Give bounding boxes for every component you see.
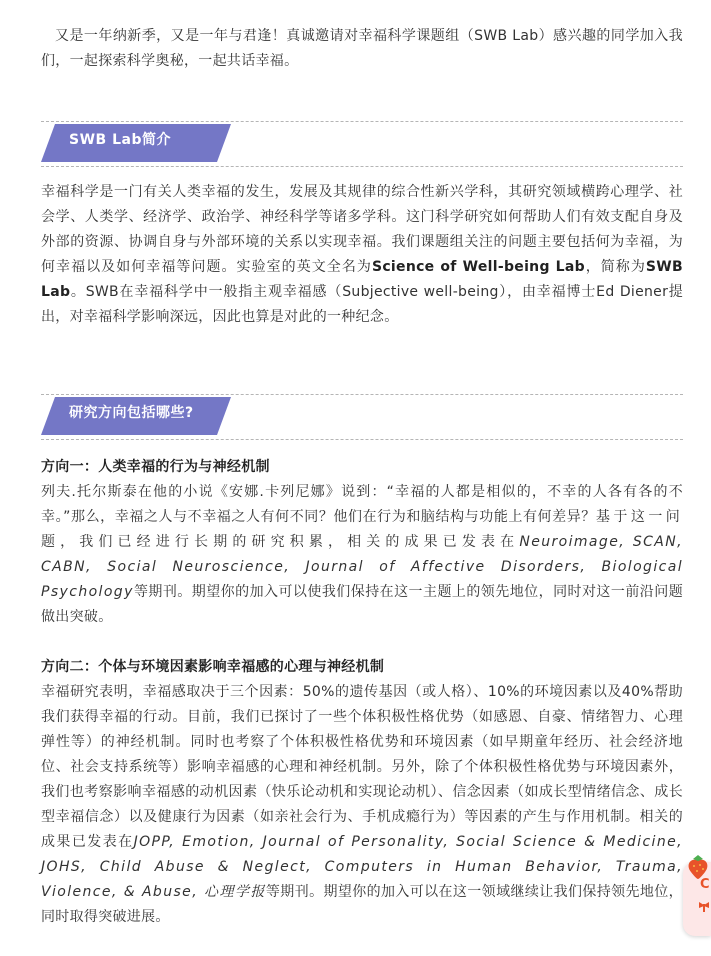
direction-two-text: 幸福研究表明，幸福感取决于三个因素：50%的遗传基因（或人格）、10%的环境因素以及40%帮助我们获得幸福的行动。目前，我们已探讨了一些个体积极性格优势（如感恩、自豪、情绪智力、心理弹性等）的神经机制。同时也考察了个体积极性格优势和环境因素（如早期童年经历、社会经济地位、社会支持系统等）影响幸福感的心理和神经机制。另外，除了个体积极性格优势与环境因素外，我们也考察影响幸福感的动机因素（快乐论动机和实现论动机）、信念因素（如成长型情绪信念、成长型幸福信念）以及健康行为因素（如亲社会行为、手机成瘾行为）等因素的产生与作用机制。相关的成果已发表在 xyxy=(41,684,683,850)
divider-dashed xyxy=(41,166,683,167)
divider-dashed xyxy=(41,121,683,122)
direction-one-text: 等期刊。期望你的加入可以使我们保持在这一主题上的领先地位，同时对这一前沿问题做出突破。 xyxy=(41,584,683,625)
about-text: 幸福科学是一门有关人类幸福的发生，发展及其规律的综合性新兴学科，其研究领域横跨心理学、社会学、人类学、经济学、政治学、神经科学等诸多学科。这门科学研究如何帮助人们有效支配自身及外部的资源、协调自身与外部环境的关系以实现幸福。我们课题组关注的问题主要包括何为幸福，为何幸福以及如何幸福等问题。实验室的英文全名为 xyxy=(41,184,683,275)
direction-two-title: 方向二：个体与环境因素影响幸福感的心理与神经机制 xyxy=(41,659,385,675)
lab-short-name: SWB Lab xyxy=(41,259,684,300)
lab-full-name: Science of Well-being Lab xyxy=(371,259,585,275)
about-text: 。SWB在幸福科学中一般指主观幸福感（Subjective well-being），由幸福博士Ed Diener提出，对幸福科学影响深远，因此也算是对此的一种纪念。 xyxy=(41,284,683,325)
strawberry-icon[interactable] xyxy=(683,852,711,880)
widget-letter[interactable]: C xyxy=(700,877,710,892)
direction-one-title: 方向一：人类幸福的行为与神经机制 xyxy=(41,459,270,475)
bow-icon xyxy=(697,898,711,914)
direction-two-block xyxy=(41,655,683,930)
divider-dashed xyxy=(41,394,683,395)
direction-one-text: 基于这一问题，我们已经进行长期的研究积累，相关的成果已发表在 xyxy=(41,509,684,550)
section-header-swb-lab-intro xyxy=(41,121,683,167)
direction-one-text: 列夫.托尔斯泰在他的小说《安娜.卡列尼娜》说到：“幸福的人都是相似的，不幸的人各有各的不幸。”那么，幸福之人与不幸福之人有何不同？他们在行为和脑结构与功能上有何差异？ xyxy=(41,484,683,525)
divider-dashed xyxy=(41,439,683,440)
about-paragraph xyxy=(41,180,683,330)
direction-two-text: 等期刊。期望你的加入可以在这一领域继续让我们保持领先地位，同时取得突破进展。 xyxy=(41,884,683,925)
section-title: 研究方向包括哪些? xyxy=(69,405,194,421)
journal-list: Neuroimage, SCAN, CABN, Social Neuroscience, Journal of Affective Disorders, Biological Psychology xyxy=(41,534,684,600)
journal-list: JOPP, Emotion, Journal of Personality, Social Science & Medicine, JOHS, Child Abuse & Neglect, Computers in Human Behavior, Trauma, Violence, & Abuse, 心理学报 xyxy=(41,834,683,900)
direction-one-block xyxy=(41,455,683,630)
section-header-research-directions xyxy=(41,394,683,440)
intro-paragraph: 又是一年纳新季，又是一年与君逢！真诚邀请对幸福科学课题组（SWB Lab）感兴趣的同学加入我们，一起探索科学奥秘，一起共话幸福。 xyxy=(41,28,683,69)
about-text: ，简称为 xyxy=(584,259,646,275)
section-title: SWB Lab简介 xyxy=(69,132,171,148)
